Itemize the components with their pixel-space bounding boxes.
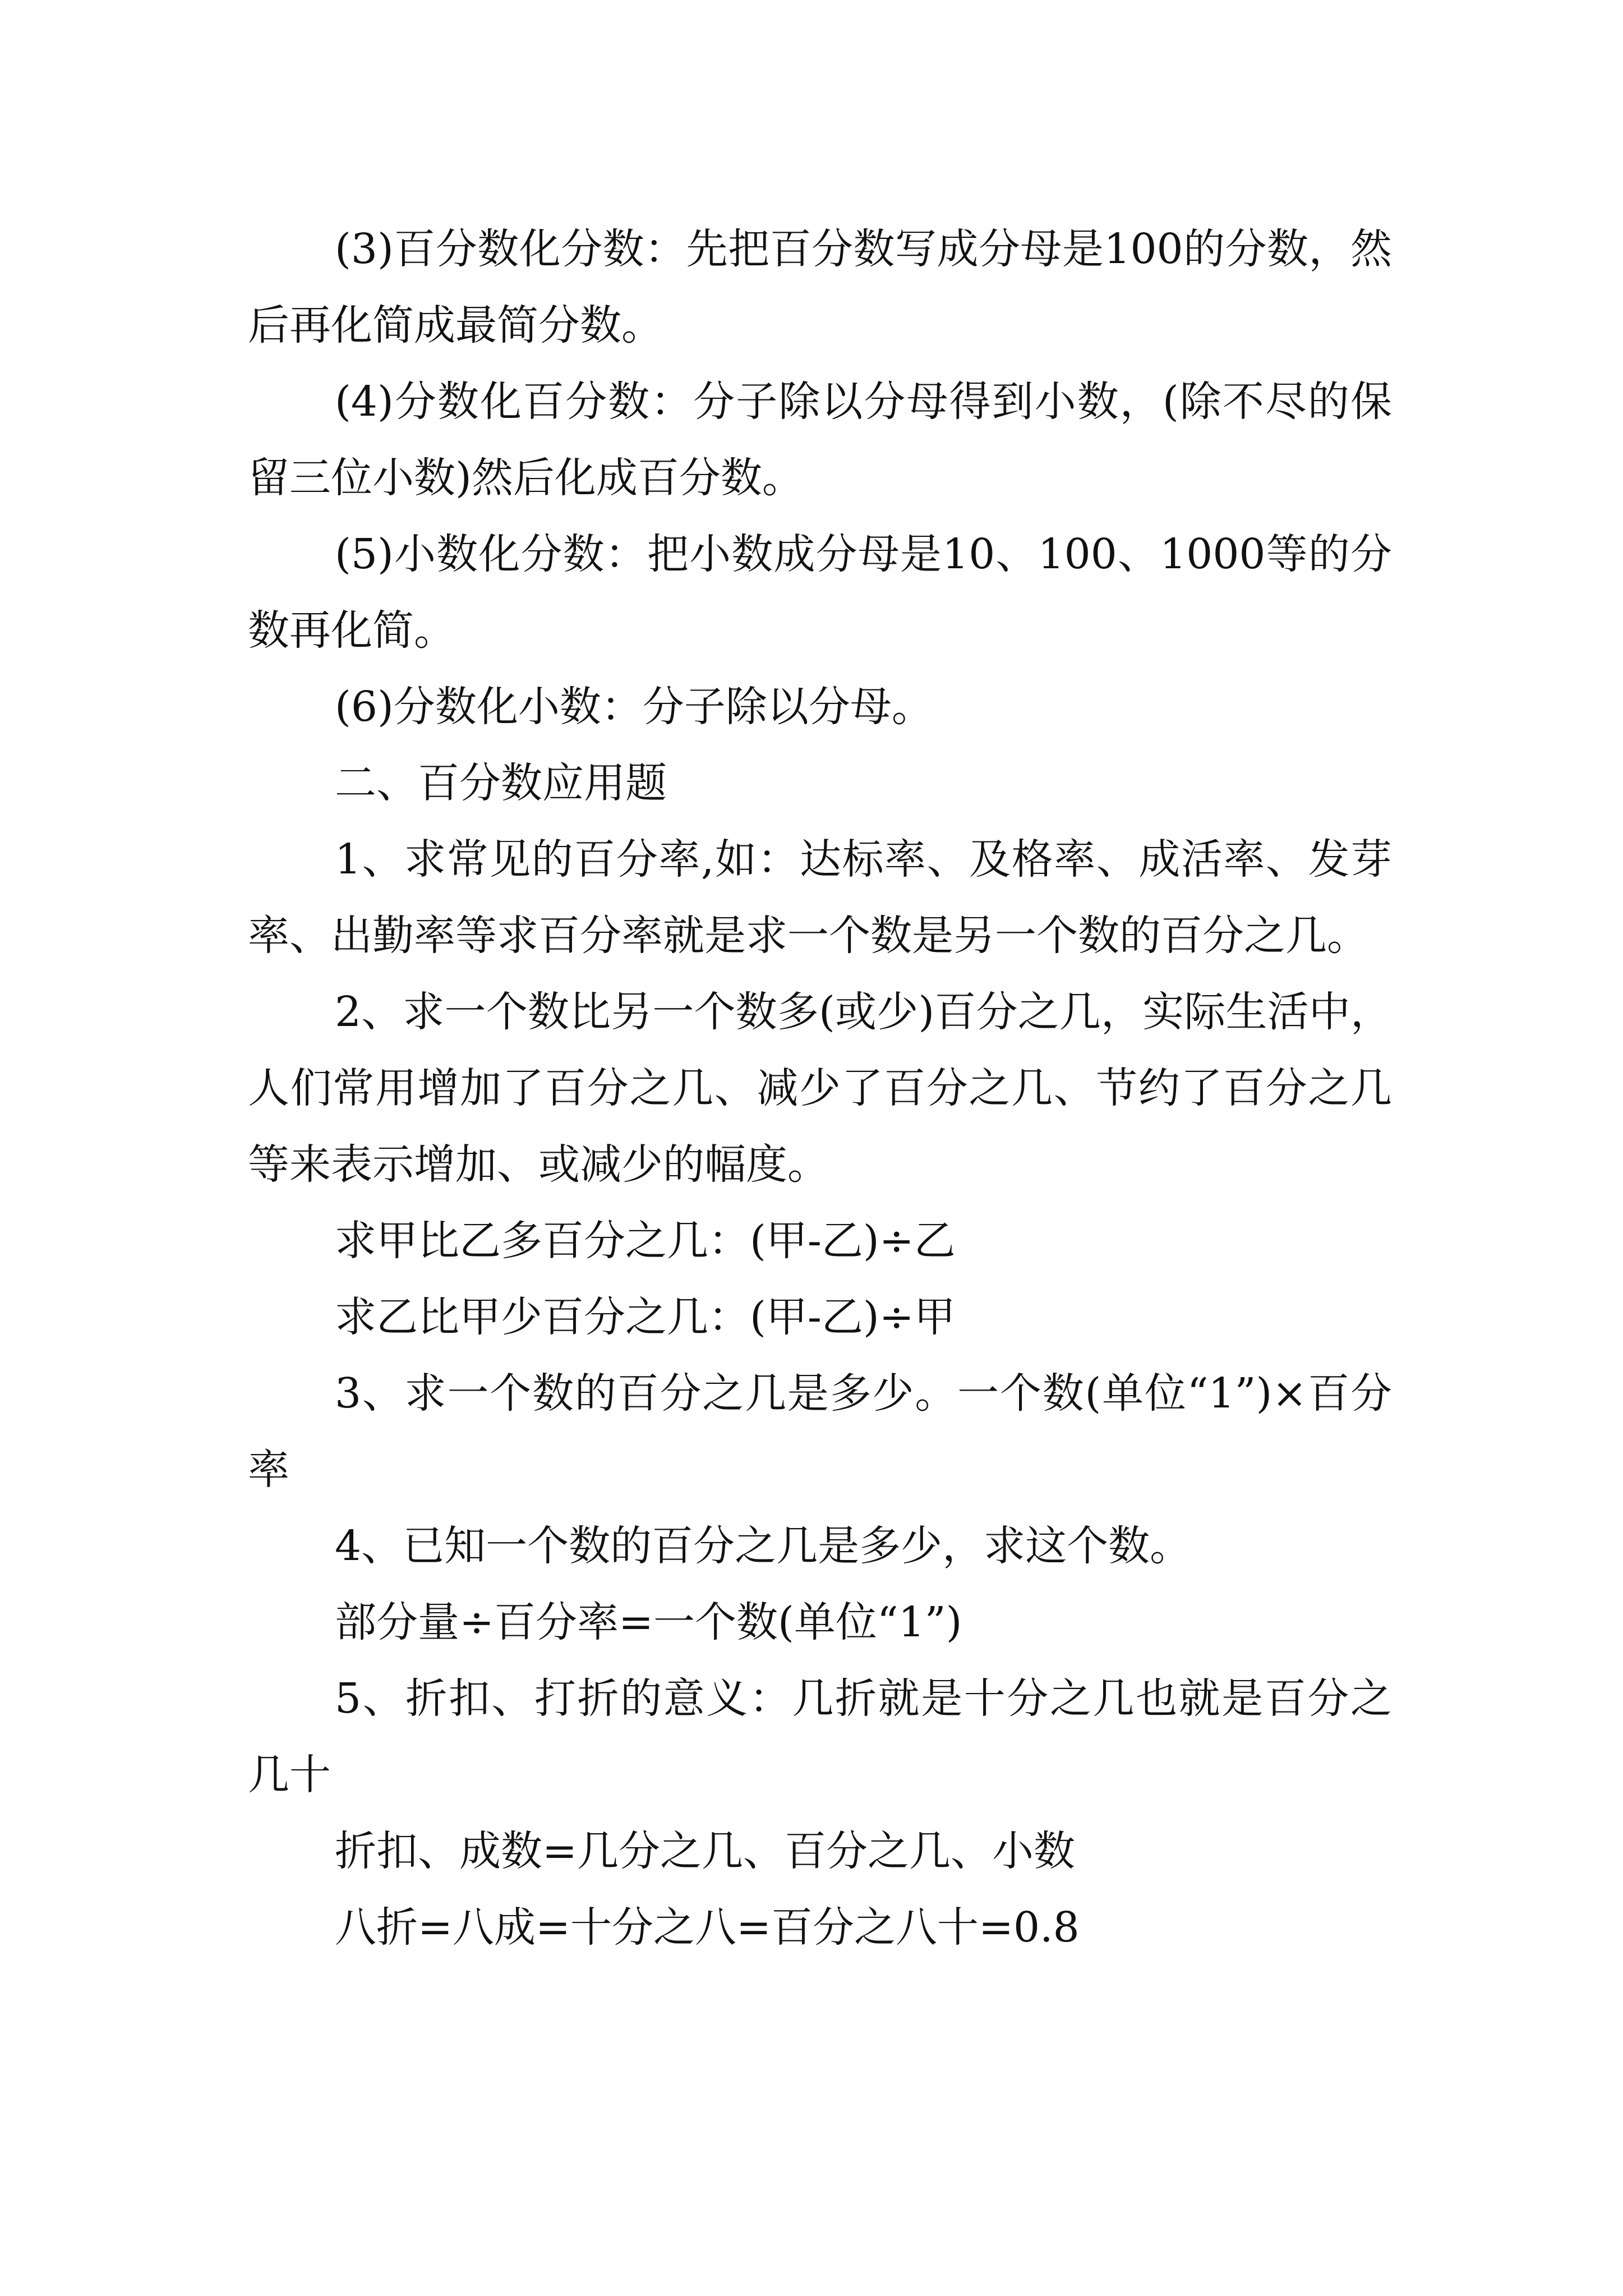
formula-more-percent: 求甲比乙多百分之几：(甲-乙)÷乙 <box>335 1217 956 1265</box>
paragraph-percent-more-or-less: 2、求一个数比另一个数多(或少)百分之几，实际生活中，人们常用增加了百分之几、减少了百分之几、节约了百分之几等来表示增加、或减少的幅度。 <box>248 988 1392 1189</box>
paragraph-discount-meaning: 5、折扣、打折的意义：几折就是十分之几也就是百分之几十 <box>248 1674 1392 1799</box>
paragraph-decimal-to-fraction: (5)小数化分数：把小数成分母是10、100、1000等的分数再化简。 <box>248 530 1392 655</box>
formula-less-percent: 求乙比甲少百分之几：(甲-乙)÷甲 <box>335 1293 956 1341</box>
paragraph-common-percent-rates: 1、求常见的百分率,如：达标率、及格率、成活率、发芽率、出勤率等求百分率就是求一个数是另一个数的百分之几。 <box>248 835 1392 960</box>
section-heading-percent-problems: 二、百分数应用题 <box>335 759 667 807</box>
paragraph-fraction-to-decimal: (6)分数化小数：分子除以分母。 <box>335 683 933 731</box>
formula-eighty-percent-example: 八折=八成=十分之八=百分之八十=0.8 <box>335 1903 1080 1952</box>
paragraph-percent-of-number: 3、求一个数的百分之几是多少。一个数(单位“1”)×百分率 <box>248 1369 1392 1494</box>
paragraph-find-number-from-percent: 4、已知一个数的百分之几是多少，求这个数。 <box>335 1522 1192 1570</box>
formula-part-divided-by-rate: 部分量÷百分率=一个数(单位“1”) <box>335 1598 962 1646</box>
paragraph-percent-to-fraction: (3)百分数化分数：先把百分数写成分母是100的分数，然后再化简成最简分数。 <box>248 225 1392 349</box>
document-body <box>248 211 1392 1966</box>
paragraph-fraction-to-percent: (4)分数化百分数：分子除以分母得到小数，(除不尽的保留三位小数)然后化成百分数。 <box>248 378 1392 502</box>
formula-discount-forms: 折扣、成数=几分之几、百分之几、小数 <box>335 1827 1076 1875</box>
